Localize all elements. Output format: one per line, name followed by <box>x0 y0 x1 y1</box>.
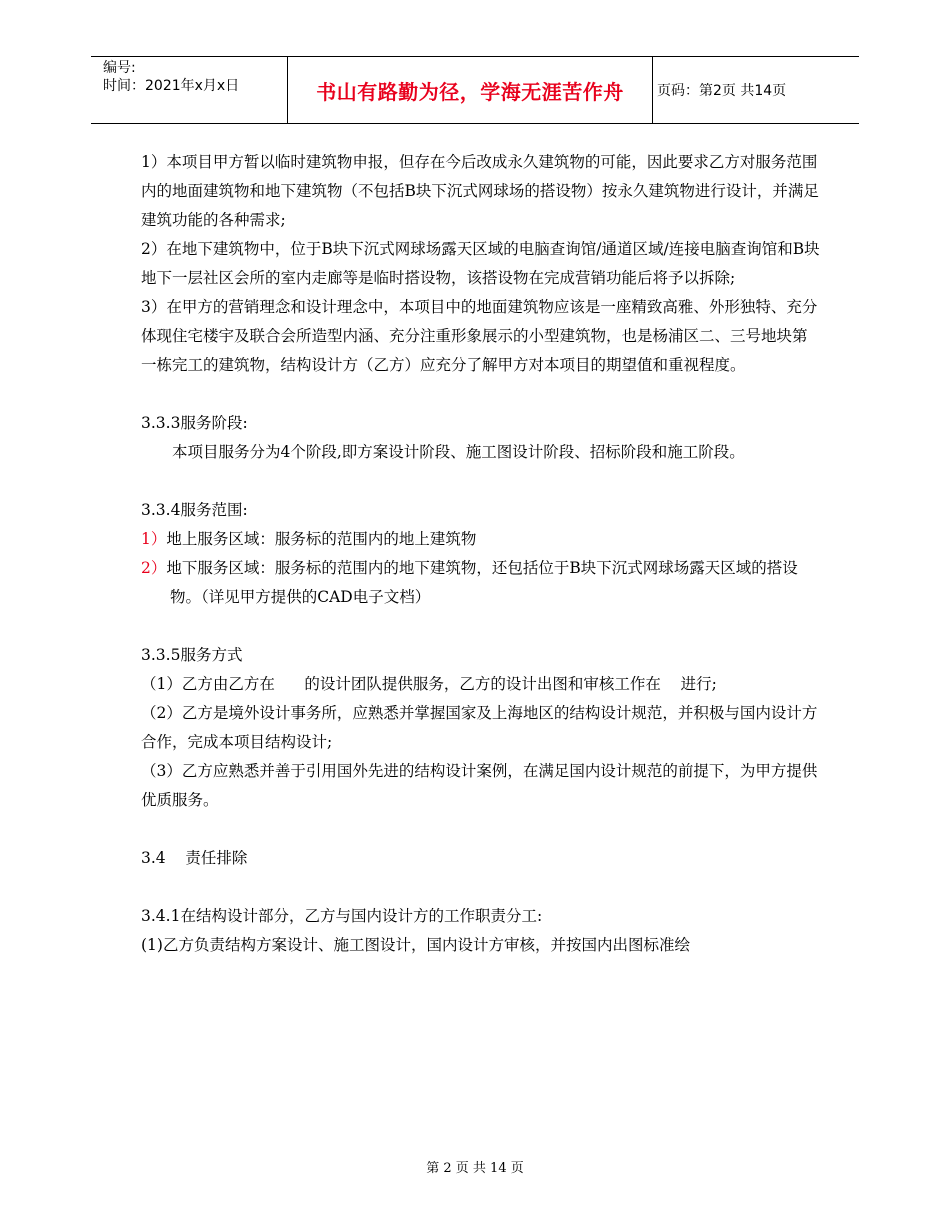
scope-item-2 <box>141 554 821 612</box>
document-number-label: 编号: <box>103 60 136 76</box>
header-page-number: 页码：第2页 共14页 <box>657 83 787 99</box>
section-3-3-5-title: 3.3.5服务方式 <box>141 646 243 664</box>
section-3-4-title: 3.4 责任排除 <box>141 849 248 867</box>
responsibility-item-1: (1)乙方负责结构方案设计、施工图设计，国内设计方审核，并按国内出图标准绘 <box>141 936 690 954</box>
method-item-1: （1）乙方由乙方在 的设计团队提供服务，乙方的设计出图和审核工作在 进行; <box>141 675 717 693</box>
scope-item-2-text: 地下服务区域：服务标的范围内的地下建筑物，还包括位于B块下沉式网球场露天区域的搭设物。（详见甲方提供的CAD电子文档） <box>166 559 798 606</box>
page-header <box>91 56 859 124</box>
section-3-3-3-text: 本项目服务分为4个阶段,即方案设计阶段、施工图设计阶段、招标阶段和施工阶段。 <box>172 443 745 461</box>
page-footer: 第 2 页 共 14 页 <box>426 1161 524 1176</box>
section-3-3-3-title: 3.3.3服务阶段: <box>141 414 248 432</box>
paragraph-item-3: 3）在甲方的营销理念和设计理念中，本项目中的地面建筑物应该是一座精致高雅、外形独特、充分体现住宅楼宇及联合会所造型内涵、充分注重形象展示的小型建筑物，也是杨浦区二、三号地块第一栋完工的建筑物，结构设计方（乙方）应充分了解甲方对本项目的期望值和重视程度。 <box>141 298 818 374</box>
document-body <box>141 148 821 960</box>
scope-item-1-number: 1） <box>141 530 167 548</box>
method-item-2: （2）乙方是境外设计事务所，应熟悉并掌握国家及上海地区的结构设计规范，并积极与国内设计方合作，完成本项目结构设计; <box>141 704 818 751</box>
header-meta <box>103 59 283 95</box>
paragraph-item-2: 2）在地下建筑物中，位于B块下沉式网球场露天区域的电脑查询馆/通道区域/连接电脑查询馆和B块地下一层社区会所的室内走廊等是临时搭设物，该搭设物在完成营销功能后将予以拆除; <box>141 240 820 287</box>
scope-item-1-text: 地上服务区域：服务标的范围内的地上建筑物 <box>166 530 477 548</box>
header-motto: 书山有路勤为径，学海无涯苦作舟 <box>287 57 653 123</box>
scope-item-1 <box>141 525 821 554</box>
section-3-4-1-title: 3.4.1在结构设计部分，乙方与国内设计方的工作职责分工: <box>141 907 543 925</box>
scope-item-2-number: 2） <box>141 559 167 577</box>
document-date: 时间：2021年x月x日 <box>103 78 240 94</box>
method-item-3: （3）乙方应熟悉并善于引用国外先进的结构设计案例，在满足国内设计规范的前提下，为甲方提供优质服务。 <box>141 762 818 809</box>
paragraph-item-1: 1）本项目甲方暂以临时建筑物申报，但存在今后改成永久建筑物的可能，因此要求乙方对服务范围内的地面建筑物和地下建筑物（不包括B块下沉式网球场的搭设物）按永久建筑物进行设计，并满足建筑功能的各种需求; <box>141 153 819 229</box>
section-3-3-4-title: 3.3.4服务范围: <box>141 501 248 519</box>
